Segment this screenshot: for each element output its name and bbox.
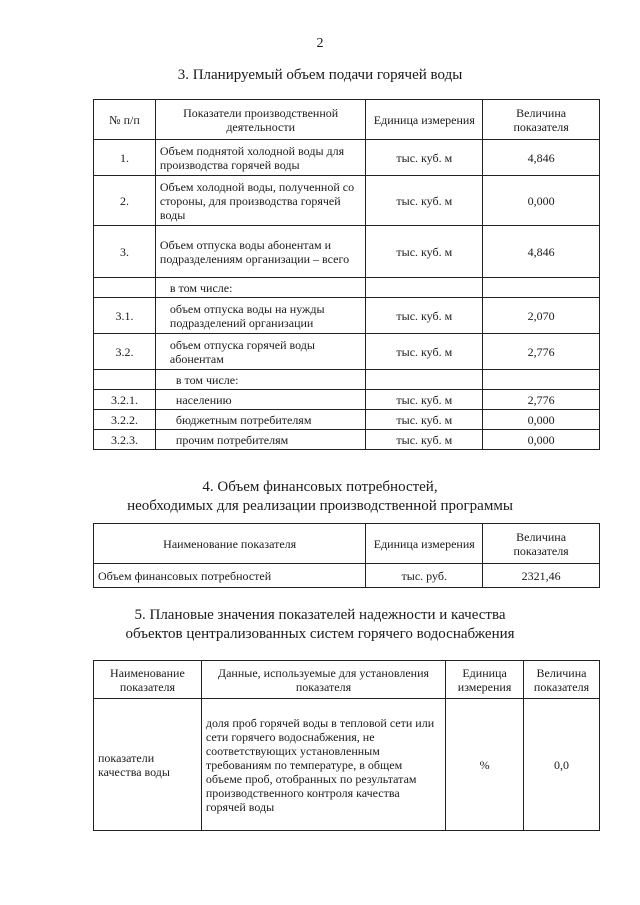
table-row bbox=[94, 390, 600, 410]
table-row bbox=[94, 278, 600, 298]
section-4-title-line-1: 4. Объем финансовых потребностей, bbox=[202, 479, 438, 495]
header-unit: Единица измерения bbox=[366, 524, 483, 564]
section-4-table bbox=[93, 523, 600, 588]
table-row bbox=[94, 410, 600, 430]
table-row bbox=[94, 176, 600, 226]
table-header-row bbox=[94, 661, 600, 699]
section-5-title-line-2: объектов централизованных систем горячего водоснабжения bbox=[125, 626, 515, 642]
row-unit: тыс. куб. м bbox=[366, 410, 483, 430]
row-unit: тыс. куб. м bbox=[366, 334, 483, 370]
row-name: Объем холодной воды, полученной со стороны, для производства горячей воды bbox=[155, 176, 366, 226]
row-name: показатели качества воды bbox=[94, 699, 202, 831]
row-num: 3.2.3. bbox=[94, 430, 156, 450]
header-name: Наименование показателя bbox=[94, 661, 202, 699]
header-value: Величина показателя bbox=[524, 661, 600, 699]
row-value: 0,000 bbox=[483, 176, 600, 226]
header-num: № п/п bbox=[94, 100, 156, 140]
row-num bbox=[94, 278, 156, 298]
row-unit: тыс. куб. м bbox=[366, 176, 483, 226]
row-num: 3. bbox=[94, 226, 156, 278]
row-unit: % bbox=[446, 699, 524, 831]
row-num bbox=[94, 370, 156, 390]
row-num: 3.2.1. bbox=[94, 390, 156, 410]
section-3-title: 3. Планируемый объем подачи горячей воды bbox=[177, 67, 463, 83]
section-3-table bbox=[93, 99, 600, 450]
header-value: Величина показателя bbox=[483, 524, 600, 564]
row-unit: тыс. куб. м bbox=[366, 390, 483, 410]
row-name: объем отпуска горячей воды абонентам bbox=[155, 334, 366, 370]
section-5-table bbox=[93, 660, 600, 831]
header-data: Данные, используемые для установления показателя bbox=[201, 661, 445, 699]
section-4-title-line-2: необходимых для реализации производственной программы bbox=[127, 498, 513, 514]
row-unit: тыс. куб. м bbox=[366, 430, 483, 450]
row-num: 3.1. bbox=[94, 298, 156, 334]
row-value bbox=[483, 278, 600, 298]
row-name: Объем финансовых потребностей bbox=[94, 564, 366, 588]
table-header-row bbox=[94, 100, 600, 140]
row-name: прочим потребителям bbox=[155, 430, 366, 450]
header-value: Величина показателя bbox=[483, 100, 600, 140]
row-num: 1. bbox=[94, 140, 156, 176]
header-indicator: Показатели производственной деятельности bbox=[155, 100, 366, 140]
row-num: 3.2. bbox=[94, 334, 156, 370]
row-name: в том числе: bbox=[155, 278, 366, 298]
row-name: Объем отпуска воды абонентам и подразделениям организации – всего bbox=[155, 226, 366, 278]
table-row bbox=[94, 370, 600, 390]
row-unit: тыс. куб. м bbox=[366, 298, 483, 334]
table-row bbox=[94, 564, 600, 588]
header-name: Наименование показателя bbox=[94, 524, 366, 564]
table-row bbox=[94, 430, 600, 450]
row-value: 2,070 bbox=[483, 298, 600, 334]
table-row bbox=[94, 699, 600, 831]
table-row bbox=[94, 298, 600, 334]
page-number: 2 bbox=[316, 36, 324, 51]
row-name: бюджетным потребителям bbox=[155, 410, 366, 430]
row-name: Объем поднятой холодной воды для производства горячей воды bbox=[155, 140, 366, 176]
row-value: 2,776 bbox=[483, 334, 600, 370]
table-header-row bbox=[94, 524, 600, 564]
row-value: 2,776 bbox=[483, 390, 600, 410]
row-name: объем отпуска воды на нужды подразделений организации bbox=[155, 298, 366, 334]
row-unit: тыс. руб. bbox=[366, 564, 483, 588]
row-num: 2. bbox=[94, 176, 156, 226]
section-5-title-line-1: 5. Плановые значения показателей надежности и качества bbox=[134, 607, 506, 623]
row-name: населению bbox=[155, 390, 366, 410]
row-value: 0,000 bbox=[483, 410, 600, 430]
row-unit bbox=[366, 278, 483, 298]
row-value: 0,0 bbox=[524, 699, 600, 831]
row-unit: тыс. куб. м bbox=[366, 226, 483, 278]
table-row bbox=[94, 140, 600, 176]
row-value bbox=[483, 370, 600, 390]
row-data: доля проб горячей воды в тепловой сети или сети горячего водоснабжения, не соответствующих установленным требованиям по температуре, в общем объеме проб, отобранных по результатам производственного контроля качества горячей воды bbox=[201, 699, 445, 831]
row-value: 4,846 bbox=[483, 140, 600, 176]
table-row bbox=[94, 226, 600, 278]
header-unit: Единица измерения bbox=[446, 661, 524, 699]
row-value: 0,000 bbox=[483, 430, 600, 450]
row-unit bbox=[366, 370, 483, 390]
row-name: в том числе: bbox=[155, 370, 366, 390]
row-num: 3.2.2. bbox=[94, 410, 156, 430]
row-value: 2321,46 bbox=[483, 564, 600, 588]
row-value: 4,846 bbox=[483, 226, 600, 278]
table-row bbox=[94, 334, 600, 370]
row-unit: тыс. куб. м bbox=[366, 140, 483, 176]
header-unit: Единица измерения bbox=[366, 100, 483, 140]
